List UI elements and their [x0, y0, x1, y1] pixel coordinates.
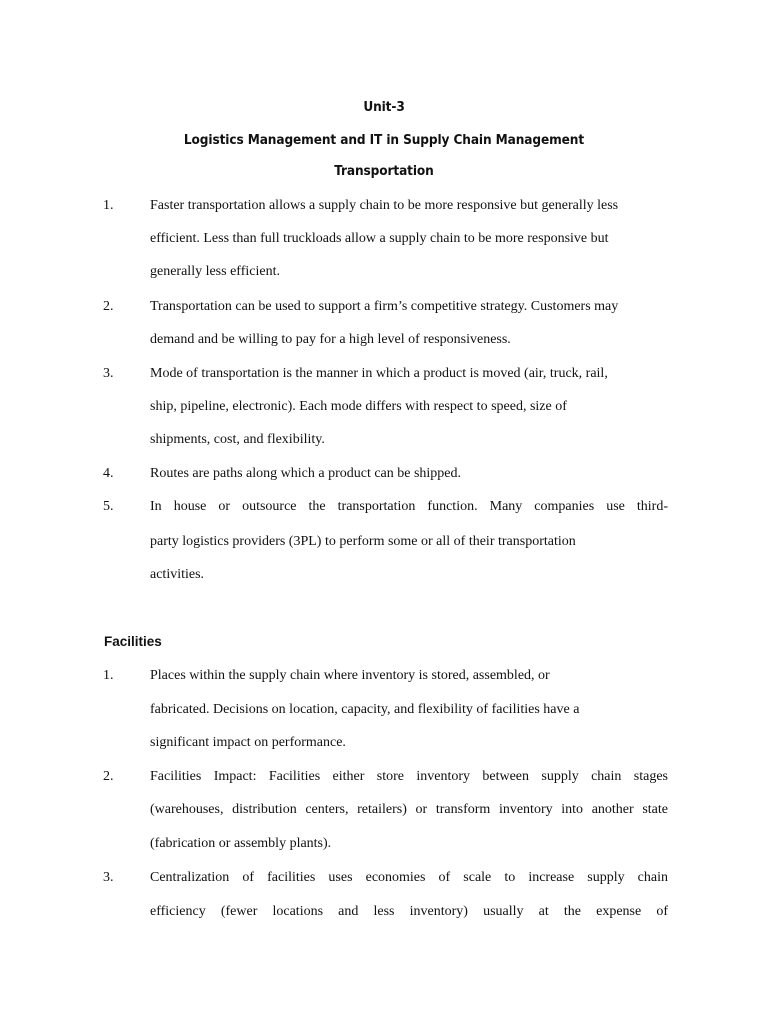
item-number: 5.: [103, 499, 114, 514]
item-number: 3.: [103, 870, 114, 885]
item-text-line: Mode of transportation is the manner in which a product is moved (air, truck, rail,: [150, 366, 608, 381]
unit-heading: Unit-3: [363, 99, 405, 115]
item-text-line: demand and be willing to pay for a high level of responsiveness.: [150, 332, 511, 347]
item-number: 1.: [103, 668, 114, 683]
item-text-line: party logistics providers (3PL) to perform some or all of their transportation: [150, 534, 576, 549]
item-text-line: Centralization of facilities uses economies of scale to increase supply chain: [150, 870, 668, 885]
item-text-line: (fabrication or assembly plants).: [150, 836, 332, 851]
item-text-line: (warehouses, distribution centers, retailers) or transform inventory into another state: [150, 802, 668, 817]
item-number: 1.: [103, 198, 114, 213]
item-number: 2.: [103, 769, 114, 784]
item-text-line: Faster transportation allows a supply chain to be more responsive but generally less: [150, 198, 619, 213]
item-text-line: significant impact on performance.: [150, 735, 346, 750]
item-text-line: Transportation can be used to support a firm’s competitive strategy. Customers may: [150, 299, 619, 314]
item-text-line: shipments, cost, and flexibility.: [150, 432, 325, 447]
item-text-line: ship, pipeline, electronic). Each mode differs with respect to speed, size of: [150, 399, 567, 414]
item-text-line: In house or outsource the transportation function. Many companies use third-: [150, 499, 668, 514]
item-text-line: Facilities Impact: Facilities either store inventory between supply chain stages: [150, 769, 668, 784]
item-text-line: activities.: [150, 567, 205, 582]
item-text-line: efficient. Less than full truckloads allow a supply chain to be more responsive but: [150, 231, 609, 246]
item-number: 3.: [103, 366, 114, 381]
item-text-line: generally less efficient.: [150, 264, 280, 279]
item-text-line: efficiency (fewer locations and less inventory) usually at the expense of: [150, 904, 668, 919]
item-number: 2.: [103, 299, 114, 314]
document-title: Logistics Management and IT in Supply Chain Management: [183, 132, 585, 148]
item-number: 4.: [103, 466, 114, 481]
item-text-line: Places within the supply chain where inventory is stored, assembled, or: [150, 668, 550, 683]
item-text-line: fabricated. Decisions on location, capacity, and flexibility of facilities have a: [150, 702, 580, 717]
item-text-line: Routes are paths along which a product can be shipped.: [150, 466, 462, 481]
section-heading-transportation: Transportation: [334, 163, 434, 179]
section-heading-facilities: Facilities: [104, 634, 162, 649]
